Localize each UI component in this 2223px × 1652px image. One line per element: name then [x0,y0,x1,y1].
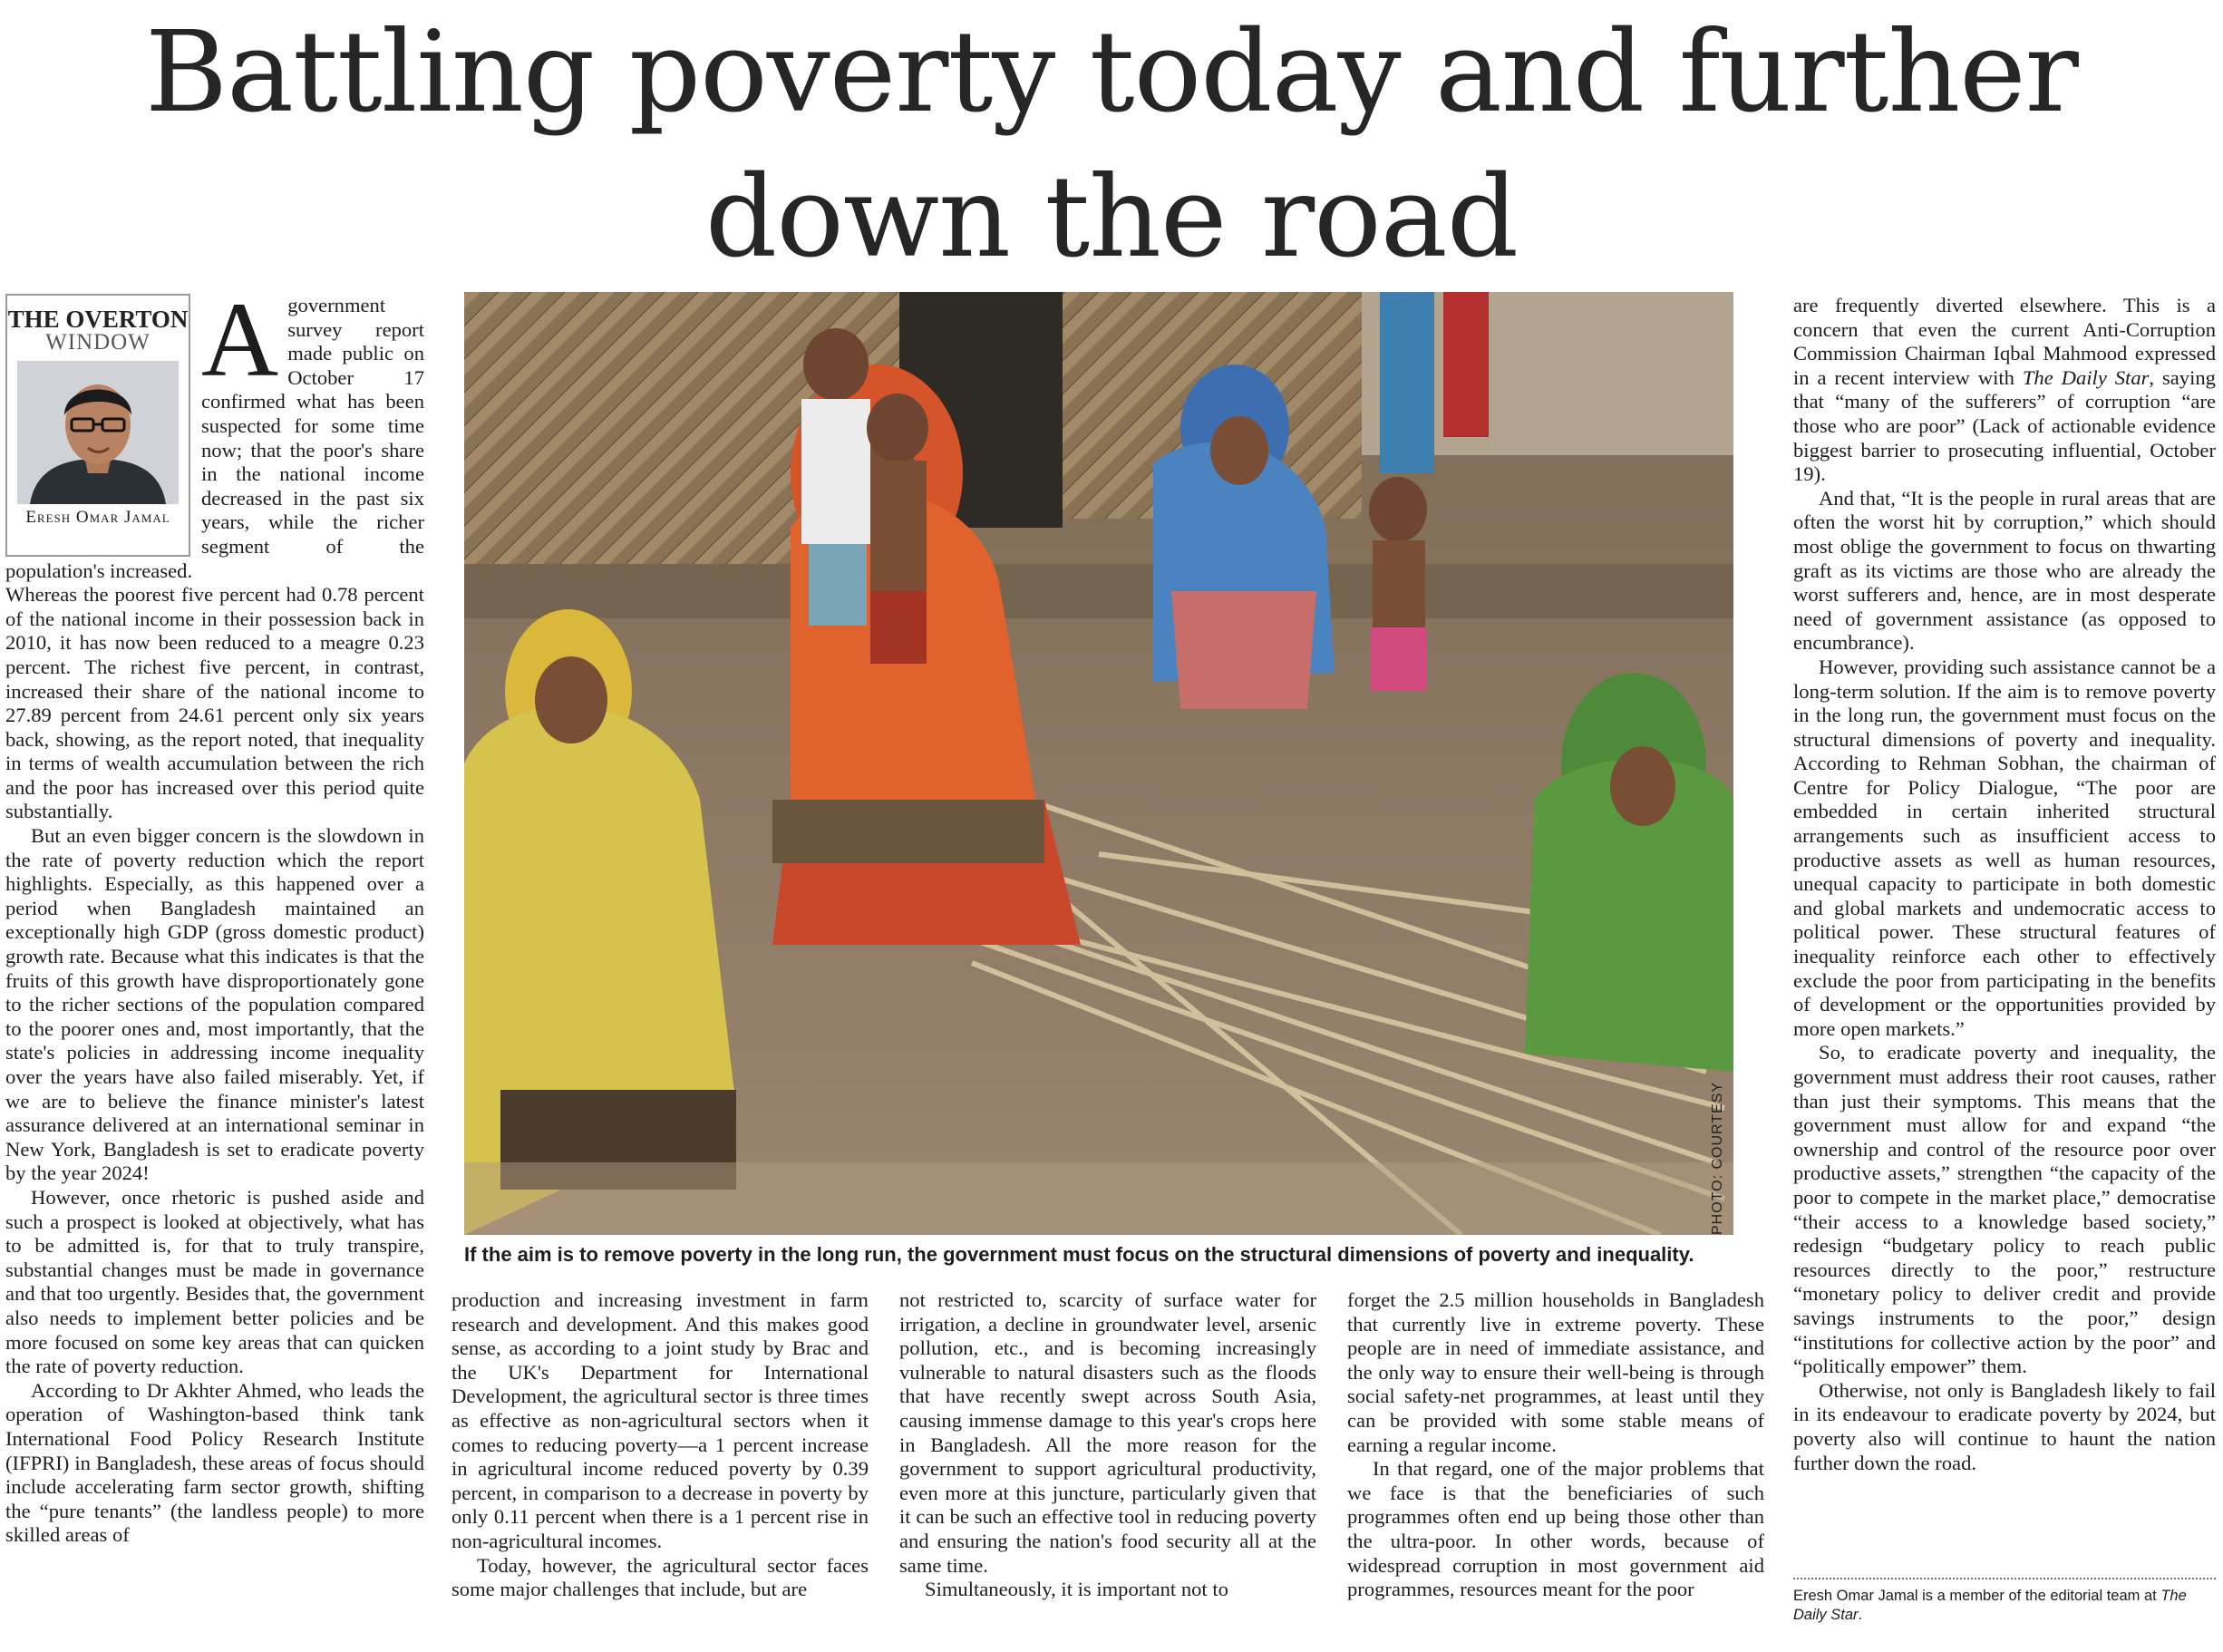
article-paragraph: According to Dr Akhter Ahmed, who leads the operation of Washington-based think tank International Food Policy Research Institute (IFPRI) in Bangladesh, these areas of focus should include accelerating farm sector growth, shifting the “pure tenants” (the landless people) to more skilled areas of [5,1378,424,1547]
headline [0,0,2223,290]
headline-line-1: Battling poverty today and further [145,7,2078,138]
article-column-5 [1793,294,2216,1475]
article-paragraph: Otherwise, not only is Bangladesh likely to fail in its endeavour to eradicate poverty by 2024, but poverty also will continue to haunt the nation further down the road. [1793,1378,2216,1474]
drop-cap: A [201,280,279,399]
article-paragraph: And that, “It is the people in rural areas that are often the worst hit by corruption,” which should most oblige the government to focus on thwarting graft as its victims are those who are already the worst sufferers and, hence, are in most desperate need of government assistance (as opposed to encumbrance). [1793,486,2216,655]
article-paragraph: Simultaneously, it is important not to [925,1578,1228,1601]
article-photo [464,292,1733,1235]
column-name-sub: WINDOW [45,330,150,355]
author-name: Eresh Omar Jamal [25,508,170,527]
headline-line-2: down the road [704,152,1519,283]
article-paragraph: are frequently diverted elsewhere. This is a concern that even the current Anti-Corruption Commission Chairman Iqbal Mahmood expressed in a recent interview with The Daily Star, saying that “many of the sufferers” of corruption “are those who are poor” (Lack of actionable evidence biggest barrier to prosecuting influential, October 19). [1793,294,2216,486]
article-column-1 [5,280,424,1548]
article-paragraph: In that regard, one of the major problems that we face is that the beneficiaries of such programmes often end up being those other than the ultra-poor. In other words, because of widespread corruption in most government aid programmes, resources meant for the poor [1347,1457,1764,1601]
article-paragraph: Today, however, the agricultural sector faces some major challenges that include, but are [451,1553,869,1601]
photo-women-weaving-bamboo [464,292,1733,1235]
article-column-3 [899,1288,1316,1602]
article-paragraph: forget the 2.5 million households in Bangladesh that currently live in extreme poverty. These people are in need of immediate assistance, and the only way to ensure their well-being is through social safety-net programmes, at least until they can be provided with some stable means of earning a regular income. [1347,1288,1764,1456]
article-paragraph: production and increasing investment in farm research and development. And this makes good sense, as according to a joint study by Brac and the UK's Department for International Development, the agricultural sector is three times as effective as non-agricultural sectors when it comes to reducing poverty—a 1 percent increase in agricultural income reduced poverty by 0.39 percent, in comparison to a decrease in poverty by only 0.11 percent when there is a 1 percent rise in non-agricultural incomes. [451,1288,869,1552]
photo-credit: PHOTO: COURTESY [1710,1081,1725,1235]
endnote-divider [1793,1578,2216,1579]
article-lead-paragraph: Agovernment survey report made public on October 17 confirmed what has been suspected for some time now; that the poor's share in the national income decreased in the past six years, while the richer segment of the population's increased. [5,280,424,582]
article-paragraph: But an even bigger concern is the slowdown in the rate of poverty reduction which the report highlights. Especially, as this happened over a period when Bangladesh maintained an exceptionally high GDP (gross domestic product) growth rate. Because what this indicates is that the fruits of this growth have disproportionately gone to the richer sections of the population compared to the poorer ones and, most importantly, that the state's policies in addressing income inequality over the years have also failed miserably. Yet, if we are to believe the finance minister's latest assurance delivered at an international seminar in New York, Bangladesh is set to eradicate poverty by the year 2024! [5,824,424,1185]
article-paragraph: However, providing such assistance cannot be a long-term solution. If the aim is to remove poverty in the long run, the government must focus on the structural dimensions of poverty and inequality. According to Rehman Sobhan, the chairman of Centre for Policy Dialogue, “The poor are embedded in certain inherited structural arrangements such as insufficient access to productive assets as well as human resources, unequal capacity to participate in both domestic and global markets and undemocratic access to political power. These structural features of inequality reinforce each other to effectively exclude the poor from participating in the benefits of development or the opportunities provided by more open markets.” [1793,655,2216,1040]
article-paragraph: So, to eradicate poverty and inequality, the government must address their root causes, rather than just their symptoms. This means that the government must allow for and expand “the ownership and control of the resource poor over productive assets,” strengthen “the capacity of the poor to compete in the market place,” democratise “their access to a knowledge based society,” redesign “budgetary policy to reach public resources directly to the poor,” restructure “monetary policy to deliver credit and provide savings instruments to the poor,” design “institutions for collective action by the poor” and “politically empower” them. [1793,1041,2216,1378]
article-paragraph: not restricted to, scarcity of surface water for irrigation, a decline in groundwater level, arsenic pollution, etc., and is becoming increasingly vulnerable to natural disasters such as the floods that have recently swept across South Asia, causing immense damage to this year's crops here in Bangladesh. All the more reason for the government to support agricultural productivity, even more at this juncture, particularly given that it can be such an effective tool in reducing poverty and ensuring the nation's food security all at the same time. [899,1288,1316,1577]
column-name: THE OVERTON [7,306,189,333]
article-paragraph: However, once rhetoric is pushed aside and such a prospect is looked at objectively, what has to be admitted is, for that to truly transpire, substantial changes must be made in governance and that too urgently. Besides that, the government also needs to implement better policies and be more focused on some key areas that can quicken the rate of poverty reduction. [5,1185,424,1378]
article-paragraph: Whereas the poorest five percent had 0.78 percent of the national income in their possession back in 2010, it has now been reduced to a meagre 0.23 percent. The richest five percent, in contrast, increased their share of the national income to 27.89 percent from 24.61 percent only six years back, showing, as the report noted, that inequality in terms of wealth accumulation between the rich and the poor has increased over this period quite substantially. [5,583,424,823]
article-column-4 [1347,1288,1764,1602]
photo-caption: If the aim is to remove poverty in the long run, the government must focus on the structural dimensions of poverty and inequality. [464,1243,1694,1266]
author-endnote: Eresh Omar Jamal is a member of the editorial team at The Daily Star. [1793,1588,2187,1623]
article-column-2 [451,1288,869,1602]
